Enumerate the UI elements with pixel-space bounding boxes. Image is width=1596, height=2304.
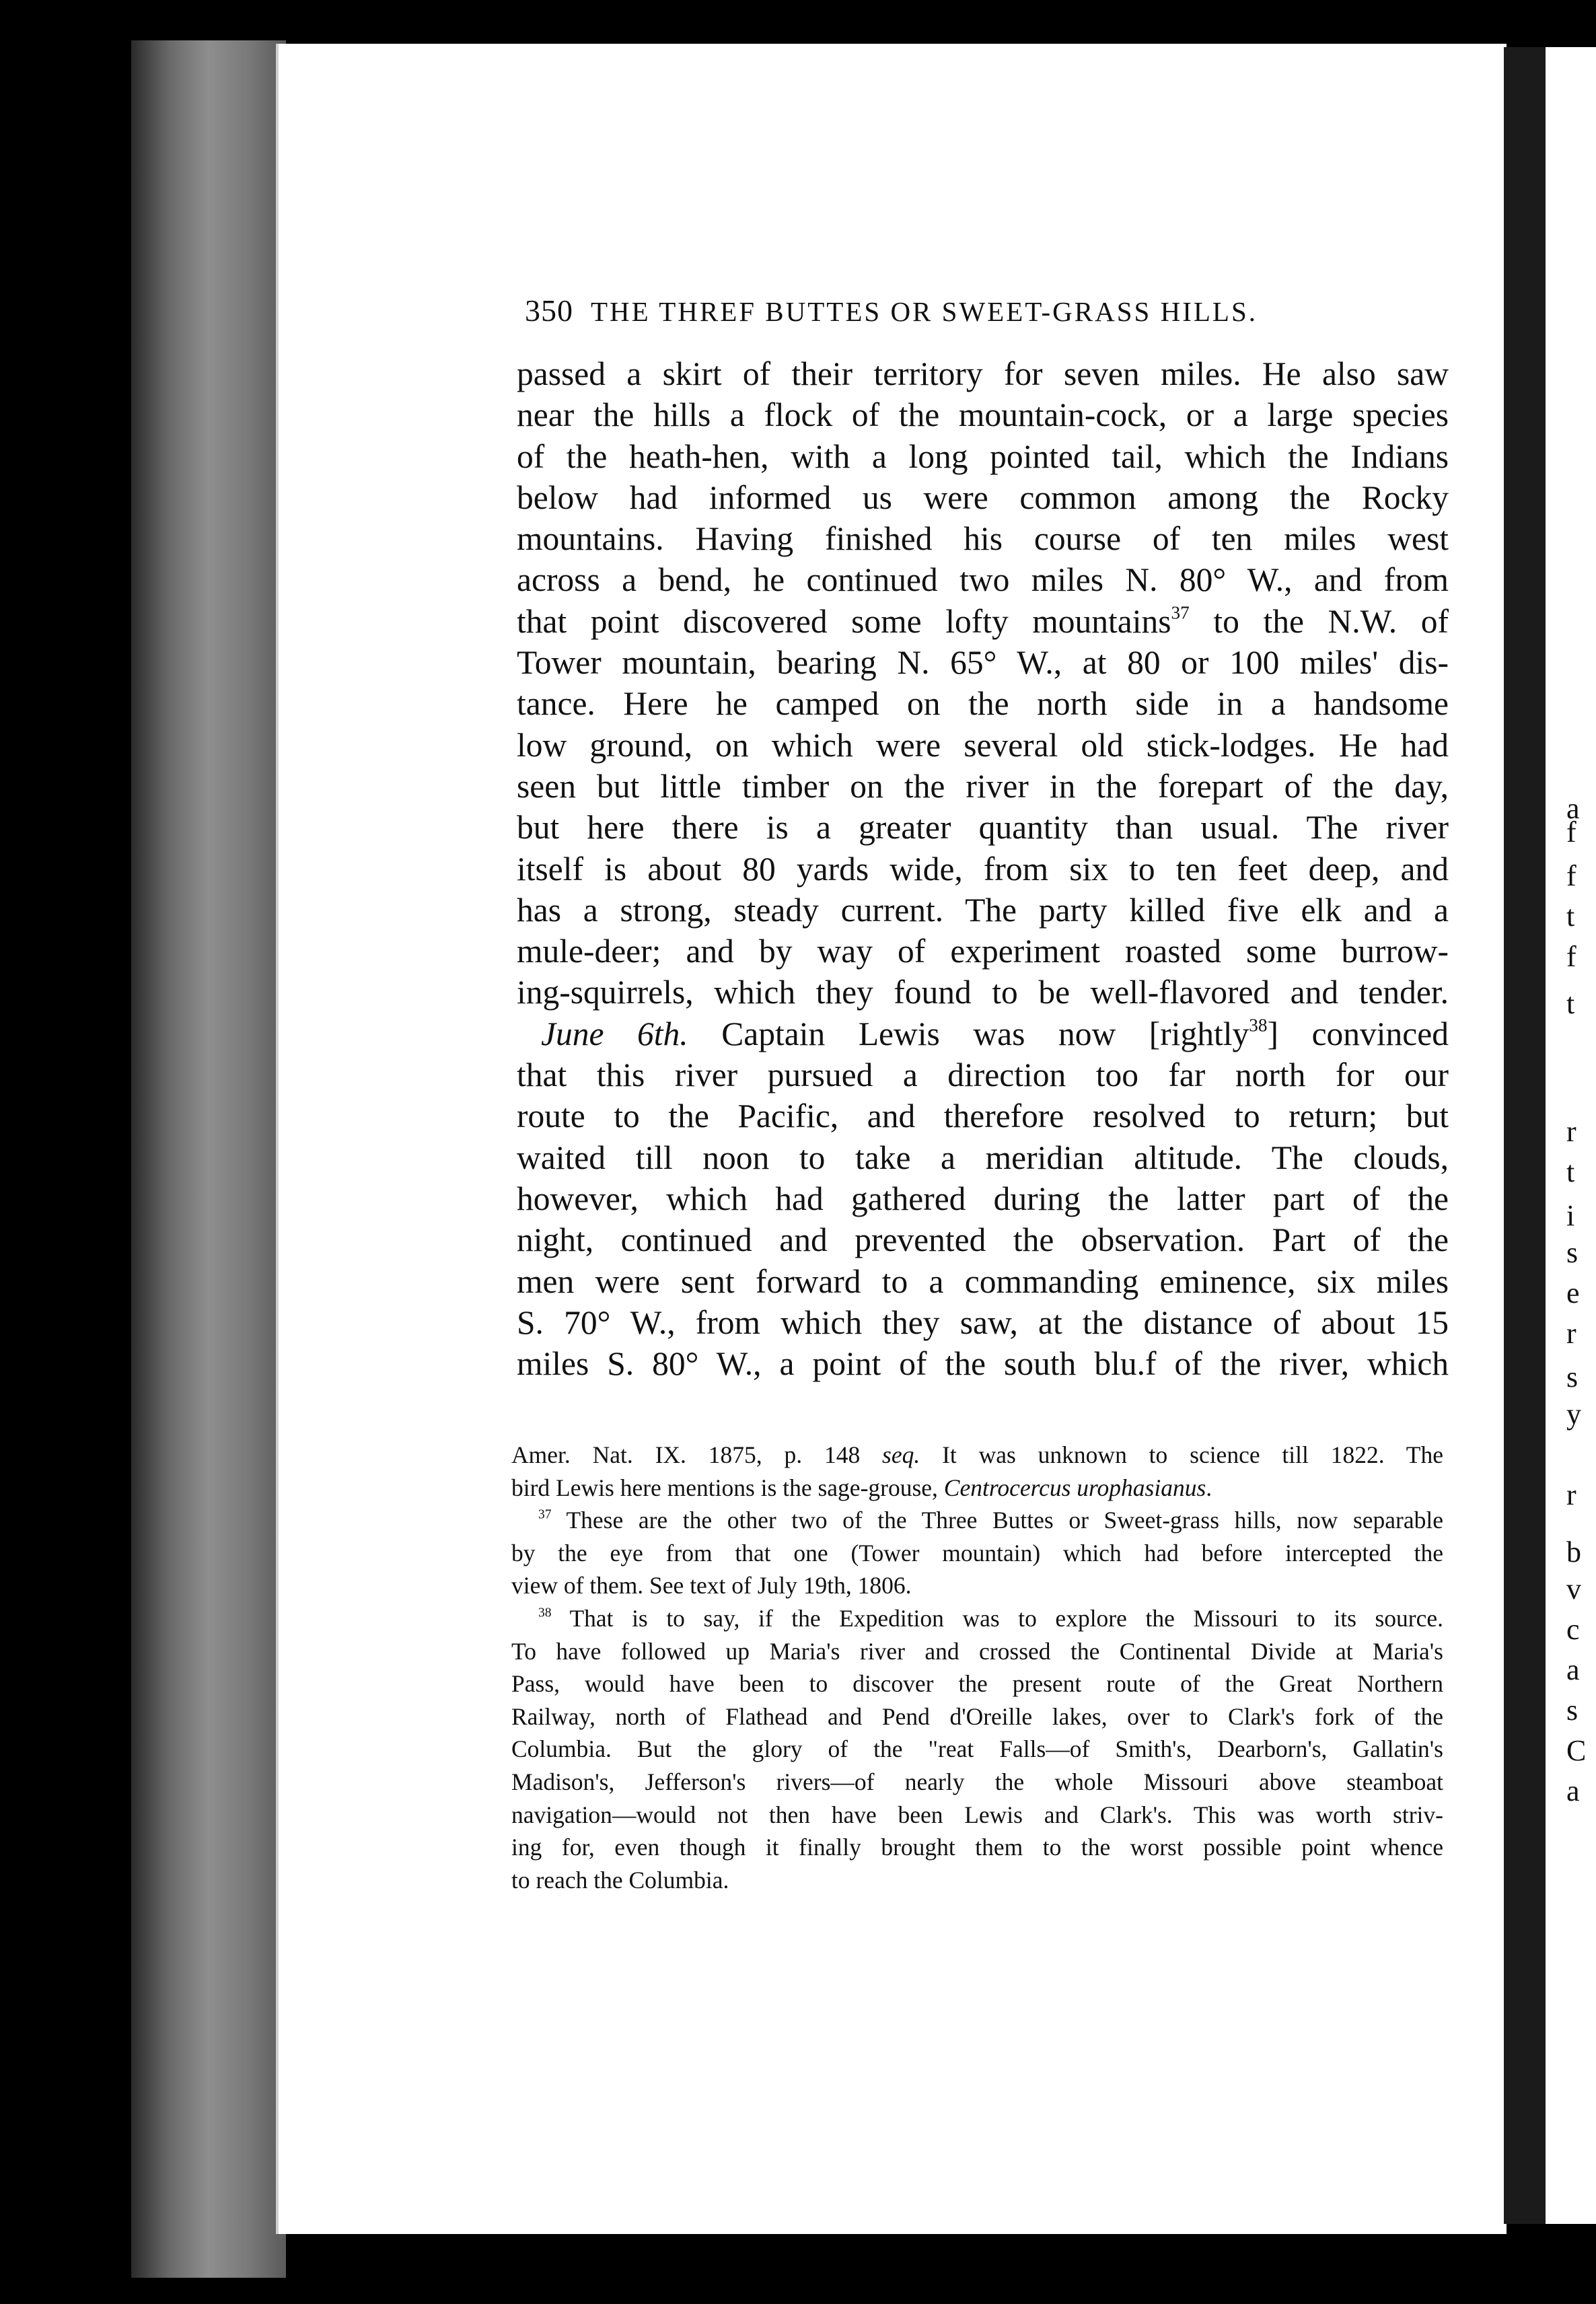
facing-page-edge-char: b — [1566, 1536, 1581, 1569]
text-line: waited till noon to take a meridian altitude. The clouds, — [517, 1139, 1449, 1176]
footnote-37-line: view of them. See text of July 19th, 1806. — [511, 1572, 912, 1599]
text-line: mule-deer; and by way of experiment roasted some burrow- — [517, 933, 1449, 970]
footnote-38-line: Railway, north of Flathead and Pend d'Oreille lakes, over to Clark's fork of the — [511, 1702, 1443, 1730]
text-line: however, which had gathered during the latter part of the — [517, 1180, 1449, 1217]
footnote-38-line: Columbia. But the glory of the "reat Falls—of Smith's, Dearborn's, Gallatin's — [511, 1735, 1443, 1763]
facing-page-edge-char: s — [1566, 1361, 1579, 1394]
text-line: near the hills a flock of the mountain-cock, or a large species — [517, 396, 1449, 434]
facing-page-edge-char: t — [1566, 900, 1575, 933]
text-line: men were sent forward to a commanding eminence, six miles — [517, 1262, 1449, 1300]
running-header — [525, 293, 1359, 333]
footnote-37-line: by the eye from that one (Tower mountain) which had before intercepted the — [511, 1539, 1443, 1567]
facing-page-edge-char: r — [1566, 1317, 1576, 1350]
text-line: but here there is a greater quantity than usual. The river — [517, 809, 1449, 847]
text-line: below had informed us were common among the Rocky — [517, 478, 1449, 516]
text-line: itself is about 80 yards wide, from six to ten feet deep, and — [517, 850, 1449, 888]
facing-page-edge-char: i — [1566, 1199, 1575, 1232]
text-line: seen but little timber on the river in the forepart of the day, — [517, 767, 1449, 805]
footnote-38-line: ing for, even though it finally brought them to the worst possible point whence — [511, 1834, 1443, 1861]
facing-page-edge-char: e — [1566, 1276, 1580, 1309]
text-line-dated: June 6th. Captain Lewis was now [rightly$^{38}$] convinced — [541, 1015, 1449, 1052]
text-line: has a strong, steady current. The party killed five elk and a — [517, 891, 1449, 929]
text-line: tance. Here he camped on the north side in a handsome — [517, 685, 1449, 723]
running-title: THE THREF BUTTES OR SWEET-GRASS HILLS. — [591, 296, 1258, 327]
facing-page-edge-char: r — [1566, 1115, 1576, 1148]
facing-page-edge-char: C — [1566, 1734, 1587, 1767]
facing-page-edge-char: f — [1566, 859, 1576, 892]
footnote-38-line: to reach the Columbia. — [511, 1866, 729, 1894]
footnote-36-continued-line: Amer. Nat. IX. 1875, p. 148 seq. It was unknown to science till 1822. The — [511, 1441, 1443, 1468]
footnote-38-line: To have followed up Maria's river and crossed the Continental Divide at Maria's — [511, 1637, 1443, 1665]
footnote-38-line: Madison's, Jefferson's rivers—of nearly the whole Missouri above steamboat — [511, 1768, 1443, 1795]
text-line: of the heath-hen, with a long pointed tail, which the Indians — [517, 437, 1449, 475]
footnote-ref-38: 38 — [1249, 1015, 1268, 1036]
facing-page-edge-char: y — [1566, 1398, 1581, 1431]
facing-page-edge-char: a — [1566, 1653, 1580, 1686]
footnote-marker-38: 38 — [538, 1606, 552, 1620]
text-line: across a bend, he continued two miles N. 80° W., and from — [517, 561, 1449, 599]
body-text — [517, 353, 1449, 1384]
text-line: ing-squirrels, which they found to be well-flavored and tender. — [517, 974, 1449, 1011]
facing-page-edge-char: s — [1566, 1694, 1579, 1727]
text-line: that point discovered some lofty mountains$^{37}$ to the N.W. of — [517, 602, 1449, 640]
page-gutter — [1504, 47, 1546, 2224]
text-line: route to the Pacific, and therefore resolved to return; but — [517, 1097, 1449, 1135]
page-number: 350 — [525, 293, 573, 328]
text-line: low ground, on which were several old stick-lodges. He had — [517, 726, 1449, 764]
facing-page-edge-char: t — [1566, 987, 1575, 1020]
facing-page-edge-char: f — [1566, 816, 1576, 849]
text-line: night, continued and prevented the observation. Part of the — [517, 1221, 1449, 1259]
facing-page-edge-char: t — [1566, 1155, 1575, 1188]
facing-page-edge-char: a — [1566, 1774, 1580, 1807]
text-line: that this river pursued a direction too far north for our — [517, 1056, 1449, 1094]
species-name: Centrocercus urophasianus — [943, 1474, 1206, 1501]
text-line: mountains. Having finished his course of ten miles west — [517, 520, 1449, 558]
text-line: passed a skirt of their territory for seven miles. He also saw — [517, 355, 1449, 392]
text-line: S. 70° W., from which they saw, at the distance of about 15 — [517, 1303, 1449, 1341]
footnote-marker-37: 37 — [538, 1507, 552, 1522]
book-spine-shadow — [131, 40, 286, 2278]
facing-page-edge-char: r — [1566, 1478, 1576, 1511]
footnote-36-continued-line: bird Lewis here mentions is the sage-grouse, Centrocercus urophasianus. — [511, 1474, 1212, 1501]
footnote-37: $^{37}$ These are the other two of the Three Buttes or Sweet-grass hills, now separable — [538, 1507, 1443, 1534]
date-june-6th: June 6th. — [541, 1015, 688, 1052]
text-line: miles S. 80° W., a point of the south blu.f of the river, which — [517, 1345, 1449, 1383]
facing-page-edge-char: s — [1566, 1236, 1579, 1269]
footnote-38-line: Pass, would have been to discover the present route of the Great Northern — [511, 1670, 1443, 1698]
facing-page-edge-char: c — [1566, 1613, 1580, 1646]
facing-page-edge-char: a — [1566, 792, 1580, 825]
footnote-38-line: navigation—would not then have been Lewis and Clark's. This was worth striv- — [511, 1801, 1443, 1828]
footnote-38: $^{38}$ That is to say, if the Expedition was to explore the Missouri to its source. — [538, 1604, 1443, 1632]
text-line: Tower mountain, bearing N. 65° W., at 80 or 100 miles' dis- — [517, 644, 1449, 682]
facing-page-edge-char: f — [1566, 940, 1576, 973]
footnotes — [511, 1439, 1443, 1896]
facing-page-edge-char: v — [1566, 1573, 1581, 1606]
footnote-ref-37: 37 — [1171, 602, 1190, 623]
